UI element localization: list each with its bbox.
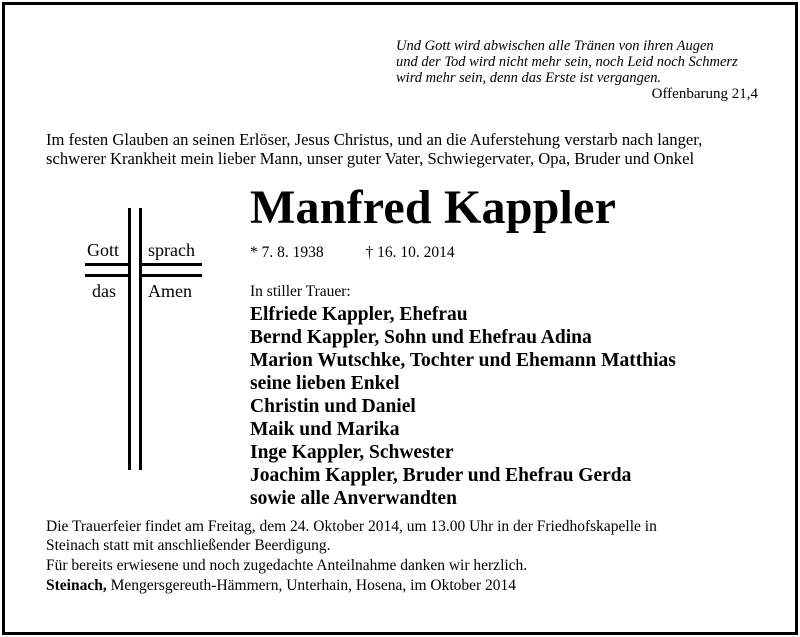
mourner-line: Bernd Kappler, Sohn und Ehefrau Adina: [250, 327, 592, 348]
mourner-line: Christin und Daniel: [250, 396, 416, 417]
cross-horizontal-left-top: [85, 263, 129, 266]
place-line: [46, 576, 762, 595]
place-bold: Steinach,: [46, 577, 107, 594]
mourner-line: Inge Kappler, Schwester: [250, 442, 454, 463]
mourners-list: [250, 303, 676, 510]
mourner-line: seine lieben Enkel: [250, 373, 400, 394]
bible-quote: [396, 38, 756, 86]
birth-date: * 7. 8. 1938: [250, 244, 324, 261]
cross-vertical-right: [139, 208, 142, 470]
intro-line: schwerer Krankheit mein lieber Mann, unser guter Vater, Schwiegervater, Opa, Bruder und Onkel: [46, 149, 695, 168]
funeral-line: Steinach statt mit anschließender Beerdigung.: [46, 537, 331, 554]
cross-horizontal-right-bottom: [142, 274, 202, 277]
mourner-line: Maik und Marika: [250, 419, 400, 440]
place-rest: Mengersgereuth-Hämmern, Unterhain, Hosena, im Oktober 2014: [106, 577, 517, 594]
death-date: † 16. 10. 2014: [365, 244, 455, 261]
funeral-info: [46, 517, 762, 595]
cross-word: Gott: [87, 240, 120, 260]
mourner-line: Joachim Kappler, Bruder und Ehefrau Gerda: [250, 465, 632, 486]
quote-line: Und Gott wird abwischen alle Tränen von ihren Augen: [396, 38, 714, 54]
cross-word: sprach: [148, 240, 195, 260]
mourner-line: Marion Wutschke, Tochter und Ehemann Matthias: [250, 350, 676, 371]
cross-symbol: [80, 205, 210, 475]
quote-reference: Offenbarung 21,4: [651, 86, 758, 102]
quote-line: und der Tod wird nicht mehr sein, noch Leid noch Schmerz: [396, 54, 738, 70]
funeral-line: Die Trauerfeier findet am Freitag, dem 24. Oktober 2014, um 13.00 Uhr in der Friedhofskapelle in: [46, 518, 657, 535]
cross-word: Amen: [148, 281, 192, 301]
life-dates: [250, 244, 455, 262]
intro-text: [46, 130, 762, 168]
mourner-line: sowie alle Anverwandten: [250, 488, 457, 509]
thanks-line: Für bereits erwiesene und noch zugedachte Anteilnahme danken wir herzlich.: [46, 557, 528, 574]
mourning-label: In stiller Trauer:: [250, 283, 351, 300]
mourner-line: Elfriede Kappler, Ehefrau: [250, 304, 468, 325]
cross-horizontal-left-bottom: [85, 274, 129, 277]
intro-line: Im festen Glauben an seinen Erlöser, Jesus Christus, und an die Auferstehung verstarb nach langer,: [46, 130, 703, 149]
quote-line: wird mehr sein, denn das Erste ist vergangen.: [396, 70, 662, 86]
cross-word: das: [92, 281, 116, 301]
cross-horizontal-right-top: [142, 263, 202, 266]
cross-vertical-left: [128, 208, 131, 470]
deceased-name: Manfred Kappler: [250, 181, 617, 234]
